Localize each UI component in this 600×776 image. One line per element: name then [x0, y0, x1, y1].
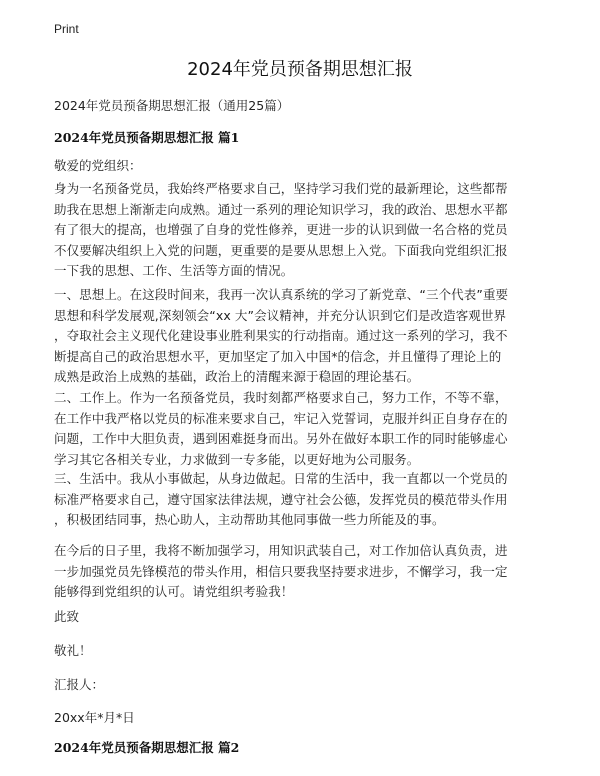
paragraph-line: 能够得到党组织的认可。请党组织考验我！: [54, 584, 294, 599]
paragraph-line: 成熟是政治上成熟的基础，政治上的清醒来源于稳固的理论基石。: [54, 369, 420, 384]
document-subtitle: 2024年党员预备期思想汇报（通用25篇）: [54, 98, 290, 113]
paragraph-line: 身为一名预备党员，我始终严格要求自己，坚持学习我们党的最新理论，这些都帮: [54, 181, 508, 196]
paragraph-line: 一下我的思想、工作、生活等方面的情况。: [54, 263, 294, 278]
paragraph-3: [54, 388, 546, 470]
section-heading-2: 2024年党员预备期思想汇报 篇2: [54, 740, 240, 755]
paragraph-5: [54, 541, 546, 603]
paragraph-line: 学习其它各相关专业，力求做到一专多能，以更好地为公司服务。: [54, 451, 420, 467]
closing-jing-li: 敬礼！: [54, 643, 92, 658]
paragraph-line: 二、工作上。作为一名预备党员，我时刻都严格要求自己，努力工作，不等不靠，: [54, 390, 508, 405]
paragraph-line: ，积极团结同事，热心助人，主动帮助其他同事做一些力所能及的事。: [54, 512, 445, 527]
paragraph-line: 三、生活中。我从小事做起，从身边做起。日常的生活中，我一直都以一个党员的: [54, 471, 508, 486]
paragraph-line: 问题，工作中大胆负责，遇到困难挺身而出。另外在做好本职工作的同时能够虚心: [54, 431, 508, 446]
paragraph-line: 在工作中我严格以党员的标准来要求自己，牢记入党誓词，克服并纠正自身存在的: [54, 410, 508, 426]
paragraph-line: 在今后的日子里，我将不断加强学习，用知识武装自己，对工作加倍认真负责，进: [54, 543, 508, 558]
section-heading-1: 2024年党员预备期思想汇报 篇1: [54, 130, 240, 145]
reporter-label: 汇报人：: [54, 677, 105, 692]
paragraph-1: [54, 179, 546, 282]
paragraph-line: 标准严格要求自己，遵守国家法律法规，遵守社会公德，发挥党员的模范带头作用: [54, 491, 508, 507]
report-date: 20xx年*月*日: [54, 710, 135, 725]
paragraph-line: 思想和科学发展观,深刻领会“xx 大”会议精神，并充分认识到它们是改造客观世界: [54, 307, 507, 323]
print-link[interactable]: Print: [54, 22, 79, 36]
paragraph-2: [54, 285, 546, 388]
paragraph-line: ，夺取社会主义现代化建设事业胜利果实的行动指南。通过这一系列的学习，我不: [54, 328, 508, 343]
paragraph-line: 断提高自己的政治思想水平，更加坚定了加入中国*的信念，并且懂得了理论上的: [54, 348, 502, 364]
salutation: 敬爱的党组织：: [54, 158, 142, 173]
document-title: 2024年党员预备期思想汇报: [187, 59, 413, 80]
paragraph-4: [54, 469, 546, 531]
paragraph-line: 有了很大的提高，也增强了自身的党性修养，更进一步的认识到做一名合格的党员: [54, 222, 508, 237]
paragraph-line: 一步加强党员先锋模范的带头作用，相信只要我坚持要求进步，不懈学习，我一定: [54, 563, 508, 579]
closing-ci-zhi: 此致: [54, 609, 80, 624]
paragraph-line: 一、思想上。在这段时间来，我再一次认真系统的学习了新党章、“三个代表”重要: [54, 287, 509, 302]
paragraph-line: 不仅要解决组织上入党的问题，更重要的是要从思想上入党。下面我向党组织汇报: [54, 242, 508, 258]
paragraph-line: 助我在思想上渐渐走向成熟。通过一系列的理论知识学习，我的政治、思想水平都: [54, 201, 508, 217]
